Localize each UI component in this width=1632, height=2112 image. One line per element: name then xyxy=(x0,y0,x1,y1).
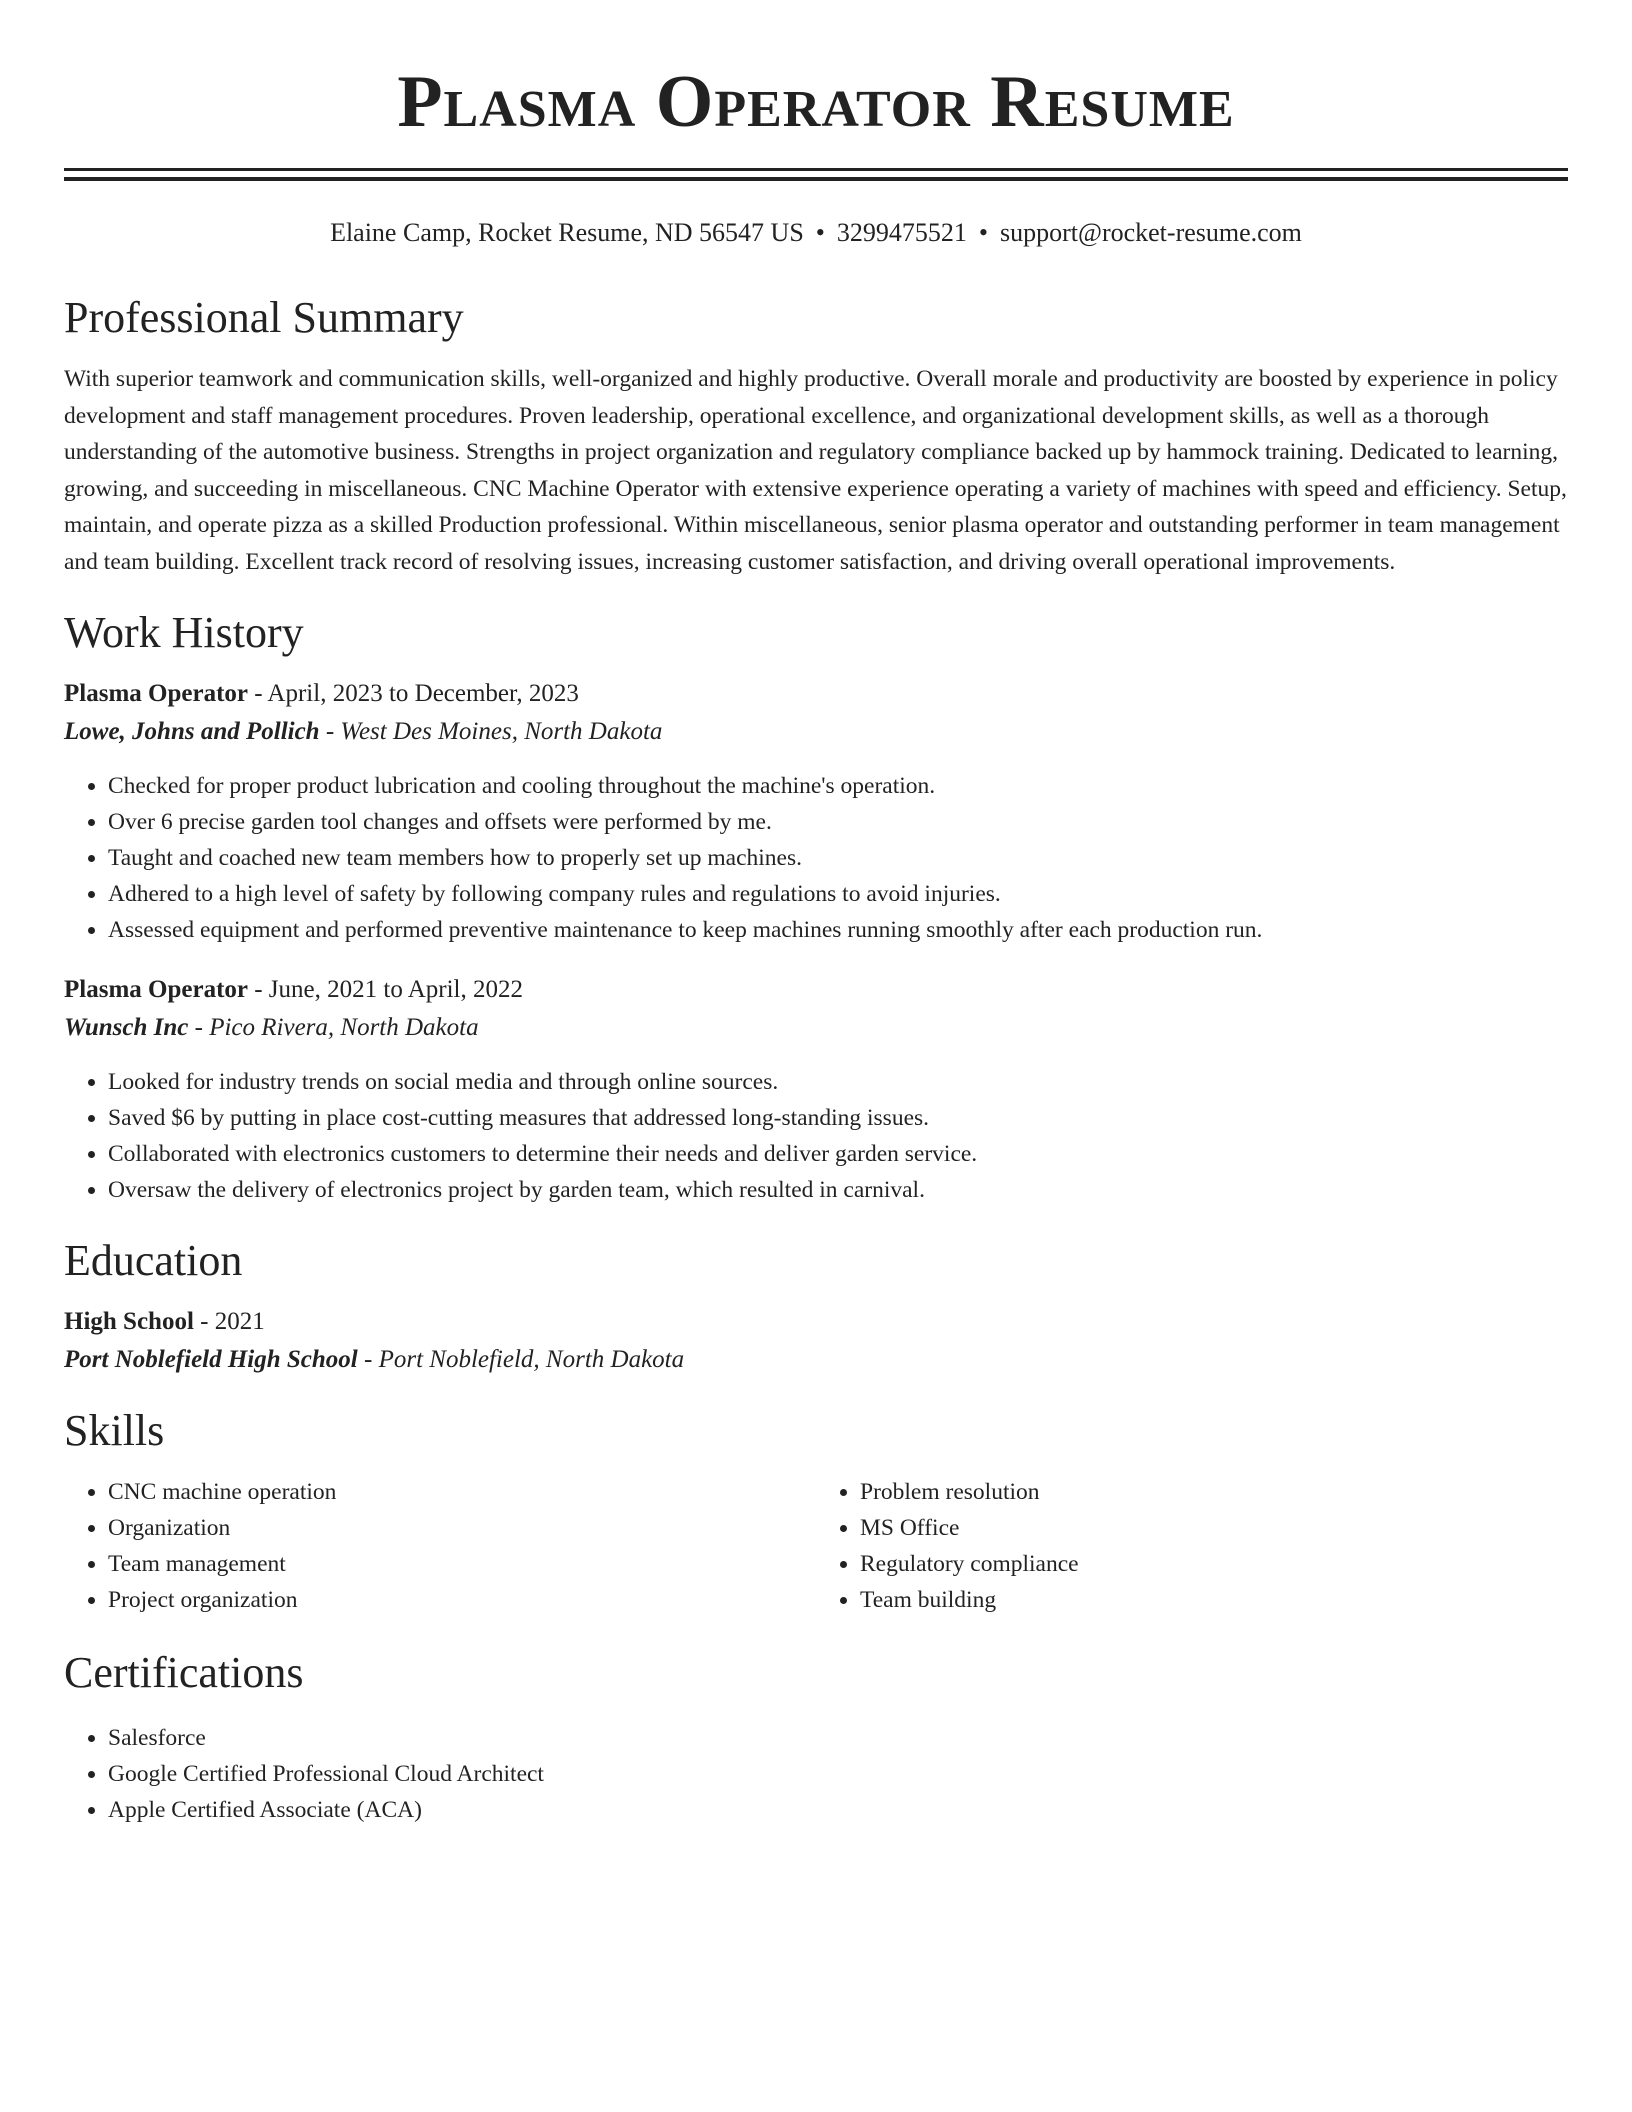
resume-title: Plasma Operator Resume xyxy=(397,61,1235,143)
summary-text: With superior teamwork and communication skills, well-organized and highly productive. Overall morale and productivity are boosted by experience in policy development and staff management procedures. Proven leadership, operational excellence, and organizational development skills, as well as a thorough understanding of the automotive business. Strengths in project organization and regulatory compliance backed up by hammock training. Dedicated to learning, growing, and succeeding in miscellaneous. CNC Machine Operator with extensive experience operating a variety of machines with speed and efficiency. Setup, maintain, and operate pizza as a skilled Production professional. Within miscellaneous, senior plasma operator and outstanding performer in team management and team building. Excellent track record of resolving issues, increasing customer satisfaction, and driving overall operational improvements. xyxy=(64,366,1567,575)
list-item: • Google Certified Professional Cloud Architect xyxy=(108,1756,1568,1792)
education-degree-line xyxy=(64,1304,1568,1340)
job-entry xyxy=(64,676,1568,948)
title-rule-bottom xyxy=(64,177,1568,181)
job-dates: - June, 2021 to April, 2022 xyxy=(247,976,523,1003)
list-item: • Saved $6 by putting in place cost-cutting measures that addressed long-standing issues. xyxy=(108,1100,1568,1136)
job-title-line xyxy=(64,676,1568,712)
list-item: • Collaborated with electronics customers to determine their needs and deliver garden service. xyxy=(108,1136,1568,1172)
job-company-line xyxy=(64,1010,1568,1046)
section-heading-certifications: Certifications xyxy=(64,1648,304,1697)
job-entry xyxy=(64,972,1568,1208)
list-item: • Team building xyxy=(860,1582,1568,1618)
list-item: • Regulatory compliance xyxy=(860,1546,1568,1582)
title-rule-top xyxy=(64,168,1568,171)
job-dates: - April, 2023 to December, 2023 xyxy=(247,680,579,707)
job-location: - West Des Moines, North Dakota xyxy=(319,718,663,745)
list-item: • Taught and coached new team members how to properly set up machines. xyxy=(108,840,1568,876)
skills-grid xyxy=(64,1474,1568,1618)
education-location: - Port Noblefield, North Dakota xyxy=(357,1346,685,1373)
list-item: • Adhered to a high level of safety by following company rules and regulations to avoid injuries. xyxy=(108,876,1568,912)
contact-email: support@rocket-resume.com xyxy=(1000,218,1302,247)
job-bullets xyxy=(64,1064,1568,1208)
list-item: • Problem resolution xyxy=(860,1474,1568,1510)
list-item: • Salesforce xyxy=(108,1720,1568,1756)
job-location: - Pico Rivera, North Dakota xyxy=(188,1014,479,1041)
section-heading-summary: Professional Summary xyxy=(64,293,464,342)
section-heading-skills: Skills xyxy=(64,1406,165,1455)
list-item: • Assessed equipment and performed preventive maintenance to keep machines running smoothly after each production run. xyxy=(108,912,1568,948)
skills-column-left xyxy=(64,1474,816,1618)
list-item: • Team management xyxy=(108,1546,816,1582)
list-item: • CNC machine operation xyxy=(108,1474,816,1510)
education-degree: High School xyxy=(64,1308,194,1335)
section-heading-work-history: Work History xyxy=(64,608,304,657)
education-school: Port Noblefield High School xyxy=(64,1346,358,1373)
education-school-line xyxy=(64,1342,1568,1378)
contact-address: Elaine Camp, Rocket Resume, ND 56547 US xyxy=(330,218,804,247)
job-title: Plasma Operator xyxy=(64,976,248,1003)
job-title-line xyxy=(64,972,1568,1008)
list-item: • Over 6 precise garden tool changes and offsets were performed by me. xyxy=(108,804,1568,840)
list-item: • Project organization xyxy=(108,1582,816,1618)
job-company: Lowe, Johns and Pollich xyxy=(64,718,320,745)
job-title: Plasma Operator xyxy=(64,680,248,707)
contact-separator: • xyxy=(978,218,988,247)
list-item: • MS Office xyxy=(860,1510,1568,1546)
job-bullets xyxy=(64,768,1568,948)
contact-line xyxy=(64,217,1568,249)
list-item: • Looked for industry trends on social media and through online sources. xyxy=(108,1064,1568,1100)
skills-column-right xyxy=(816,1474,1568,1618)
list-item: • Checked for proper product lubrication and cooling throughout the machine's operation. xyxy=(108,768,1568,804)
education-year: - 2021 xyxy=(193,1308,265,1335)
contact-separator: • xyxy=(815,218,825,247)
contact-phone: 3299475521 xyxy=(836,218,967,247)
list-item: • Organization xyxy=(108,1510,816,1546)
job-company-line xyxy=(64,714,1568,750)
title-double-rule xyxy=(64,168,1568,181)
job-company: Wunsch Inc xyxy=(64,1014,189,1041)
certifications-list xyxy=(64,1720,1568,1828)
list-item: • Apple Certified Associate (ACA) xyxy=(108,1792,1568,1828)
list-item: • Oversaw the delivery of electronics project by garden team, which resulted in carnival. xyxy=(108,1172,1568,1208)
section-heading-education: Education xyxy=(64,1236,243,1285)
